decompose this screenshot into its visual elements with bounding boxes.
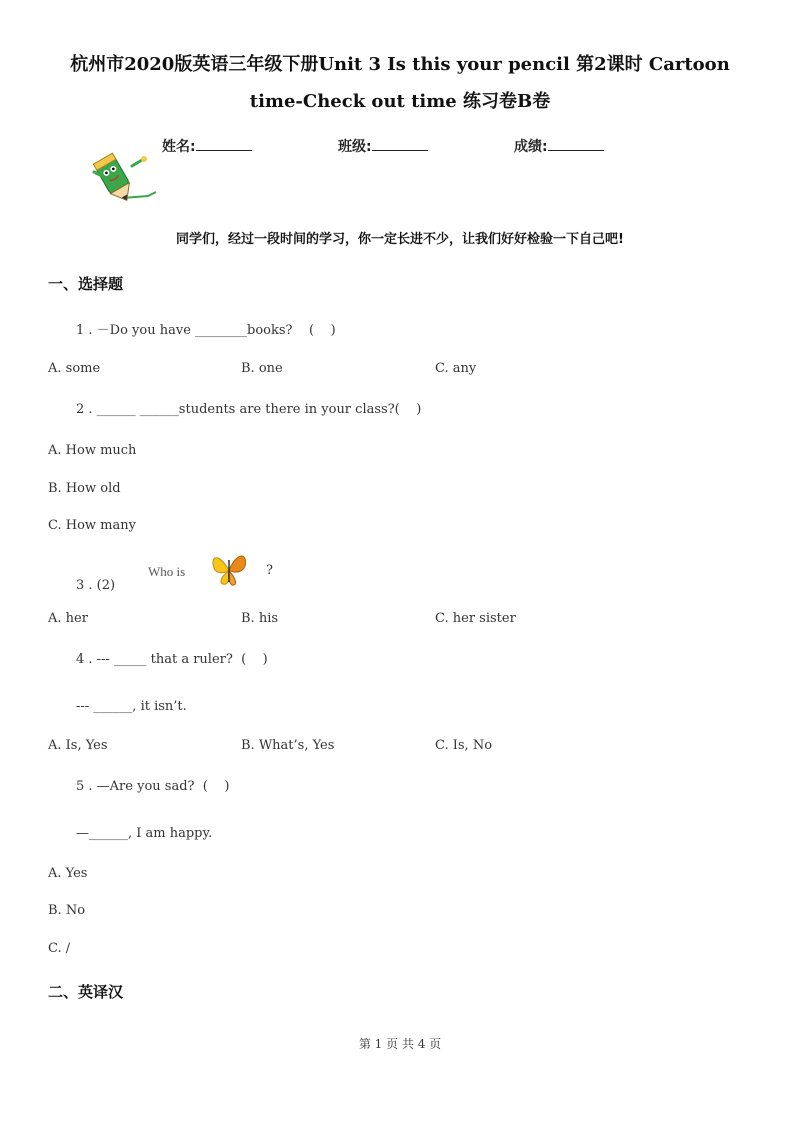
question-3-option-a[interactable]: A. her <box>48 611 88 626</box>
score-field <box>514 136 604 156</box>
name-blank <box>196 138 252 151</box>
question-4-option-a[interactable]: A. Is, Yes <box>48 738 108 753</box>
page-title-line2: time-Check out time 练习卷B卷 <box>249 91 551 112</box>
page-footer: 第 1 页 共 4 页 <box>358 1037 442 1051</box>
question-4-reply: --- ______, it isn’t. <box>76 699 187 714</box>
pencil-mascot-icon <box>88 152 160 210</box>
question-2-stem: 2 . ______ ______students are there in your class?( ) <box>76 402 422 417</box>
class-blank <box>372 138 428 151</box>
question-4-stem: 4 . --- _____ that a ruler? ( ) <box>76 652 268 667</box>
name-field <box>162 136 252 156</box>
question-1-option-a[interactable]: A. some <box>48 361 101 376</box>
score-blank <box>548 138 604 151</box>
question-5-stem: 5 . —Are you sad? ( ) <box>76 779 230 794</box>
class-label: 班级: <box>338 139 372 155</box>
question-5-option-a[interactable]: A. Yes <box>48 866 88 881</box>
question-5-option-c[interactable]: C. / <box>48 941 71 956</box>
question-3-stem: 3 . (2) <box>76 578 116 593</box>
question-5-reply: —______, I am happy. <box>76 826 213 841</box>
question-1-option-c[interactable]: C. any <box>435 361 477 376</box>
question-4-option-b[interactable]: B. What’s, Yes <box>241 738 335 753</box>
section-title-translation: 二、英译汉 <box>48 983 124 1001</box>
question-1-stem: 1 . －Do you have ________books? ( ) <box>76 323 336 338</box>
question-2-option-a[interactable]: A. How much <box>48 443 137 458</box>
question-3-option-c[interactable]: C. her sister <box>435 611 516 626</box>
name-label: 姓名: <box>162 139 196 155</box>
question-4-option-c[interactable]: C. Is, No <box>435 738 493 753</box>
butterfly-icon <box>208 548 250 590</box>
question-5-option-b[interactable]: B. No <box>48 903 86 918</box>
score-label: 成绩: <box>514 139 548 155</box>
question-1-option-b[interactable]: B. one <box>241 361 283 376</box>
question-3-image-text: Who is <box>148 564 186 579</box>
class-field <box>338 136 428 156</box>
question-2-option-b[interactable]: B. How old <box>48 481 121 496</box>
question-3-option-b[interactable]: B. his <box>241 611 279 626</box>
question-3-question-mark: ? <box>266 563 273 578</box>
question-2-option-c[interactable]: C. How many <box>48 518 136 533</box>
encouragement-text: 同学们，经过一段时间的学习，你一定长进不少，让我们好好检验一下自己吧! <box>176 232 624 247</box>
page-title-line1: 杭州市2020版英语三年级下册Unit 3 Is this your pencil 第2课时 Cartoon <box>70 54 730 75</box>
section-title-choice: 一、选择题 <box>48 275 124 293</box>
